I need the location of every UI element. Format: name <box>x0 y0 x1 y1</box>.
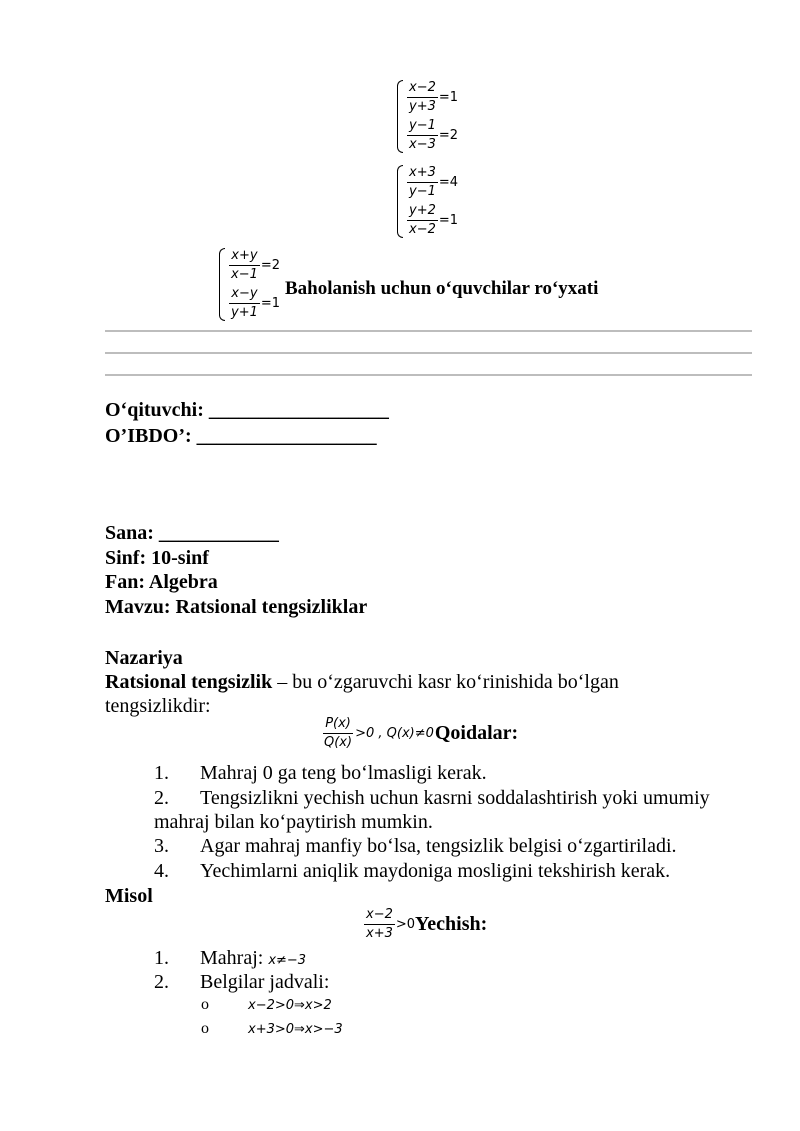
rule-number: 4. <box>154 860 169 882</box>
denominator: y+1 <box>231 305 258 320</box>
step-item <box>154 946 169 970</box>
rule-item <box>154 761 169 785</box>
rule-text: Agar mahraj manfiy bo‘lsa, tengsizlik belgisi o‘zgartiriladi. <box>200 835 677 857</box>
step-number: 2. <box>154 971 169 993</box>
equation <box>407 203 458 238</box>
subject-label: Fan: Algebra <box>105 571 218 593</box>
step-text <box>200 946 306 973</box>
brace <box>397 80 403 153</box>
theory-definition <box>105 670 619 694</box>
denominator: y−1 <box>409 184 436 199</box>
step-math: x≠−3 <box>268 953 307 968</box>
date-label: Sana: ____________ <box>105 522 279 544</box>
rule-text: Tengsizlikni yechish uchun kasrni soddalashtirish yoki umumiy <box>200 787 710 809</box>
divider-line <box>105 352 752 354</box>
deputy-label: O’IBDO’: __________________ <box>105 425 377 447</box>
brace <box>397 165 403 238</box>
divider-line <box>105 330 752 332</box>
rule-number: 3. <box>154 835 169 857</box>
numerator: y−1 <box>407 118 438 136</box>
equation-system-2 <box>397 165 458 238</box>
divider-line <box>105 374 752 376</box>
equation <box>407 80 458 115</box>
numerator: P(x) <box>323 716 353 734</box>
step-text: Belgilar jadvali: <box>200 971 330 993</box>
step-item <box>154 970 169 994</box>
bullet-math: x−2>0⇒x>2 <box>248 998 332 1013</box>
solution-heading: Yechish: <box>415 913 488 935</box>
equation-rhs: =4 <box>438 175 459 190</box>
step-label: Mahraj: <box>200 947 269 969</box>
denominator: x−1 <box>231 267 258 282</box>
rule-text-cont: mahraj bilan ko‘paytirish mumkin. <box>154 811 433 833</box>
formula-fraction <box>322 716 354 751</box>
denominator: Q(x) <box>324 735 353 750</box>
equation <box>229 286 280 321</box>
step-number: 1. <box>154 947 169 969</box>
rules-heading: Qoidalar: <box>434 722 519 744</box>
denominator: x−2 <box>409 222 436 237</box>
equation <box>229 248 280 283</box>
bullet-marker: o <box>201 996 209 1013</box>
rule-item <box>154 859 169 883</box>
rule-text: Mahraj 0 ga teng bo‘lmasligi kerak. <box>200 762 487 784</box>
theory-term: Ratsional tengsizlik <box>105 671 273 693</box>
equation-rhs: =1 <box>260 296 281 311</box>
rule-number: 2. <box>154 787 169 809</box>
numerator: x−2 <box>364 907 395 925</box>
example-formula-row <box>364 907 487 942</box>
equation-system-3 <box>219 248 280 321</box>
theory-definition-text: – bu o‘zgaruvchi kasr ko‘rinishida bo‘lgan <box>272 671 619 693</box>
equation-system-1 <box>397 80 458 153</box>
example-fraction <box>364 907 395 942</box>
equation-rhs: =1 <box>438 90 459 105</box>
example-inequality: >0 <box>395 917 416 932</box>
denominator: y+3 <box>409 99 436 114</box>
student-list-title: Baholanish uchun o‘quvchilar ro‘yxati <box>285 278 599 299</box>
brace <box>219 248 225 321</box>
equation <box>407 118 458 153</box>
numerator: x+y <box>229 248 259 266</box>
equation-rhs: =2 <box>260 258 281 273</box>
rule-item <box>154 834 169 858</box>
equation <box>407 165 458 200</box>
formula-condition: >0 , Q(x)≠0 <box>355 726 434 741</box>
denominator: x+3 <box>366 926 393 941</box>
theory-definition-cont: tengsizlikdir: <box>105 695 211 717</box>
numerator: y+2 <box>407 203 438 221</box>
theory-formula-row <box>322 716 518 751</box>
bullet-math: x+3>0⇒x>−3 <box>248 1022 343 1037</box>
equation-rhs: =2 <box>438 128 459 143</box>
equation-rhs: =1 <box>438 213 459 228</box>
example-heading: Misol <box>105 885 153 907</box>
rule-number: 1. <box>154 762 169 784</box>
rule-text: Yechimlarni aniqlik maydoniga mosligini tekshirish kerak. <box>200 860 671 882</box>
theory-heading: Nazariya <box>105 647 183 669</box>
teacher-label: O‘qituvchi: __________________ <box>105 399 389 421</box>
denominator: x−3 <box>409 137 436 152</box>
numerator: x−y <box>229 286 259 304</box>
topic-label: Mavzu: Ratsional tengsizliklar <box>105 596 368 618</box>
rule-item <box>154 786 169 810</box>
bullet-marker: o <box>201 1020 209 1037</box>
numerator: x+3 <box>407 165 438 183</box>
class-label: Sinf: 10-sinf <box>105 547 209 569</box>
numerator: x−2 <box>407 80 438 98</box>
